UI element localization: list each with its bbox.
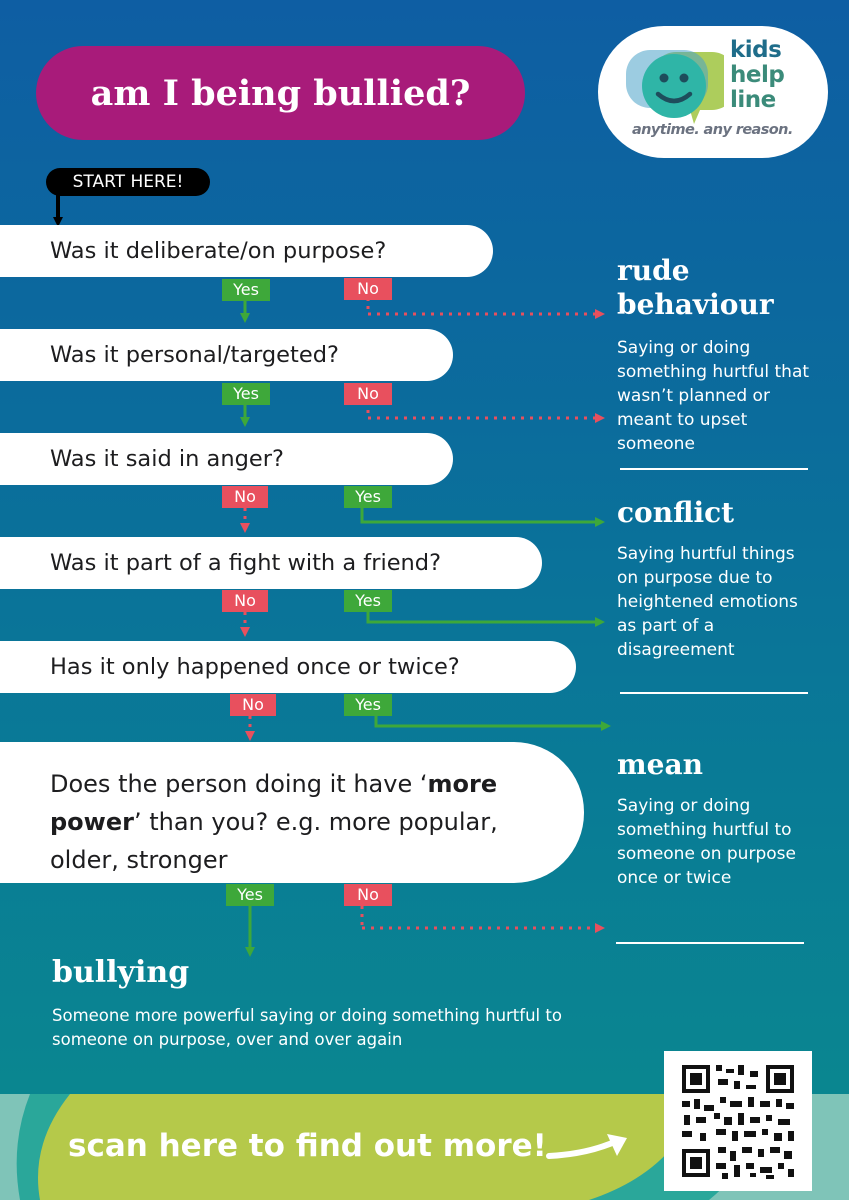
question-fight-with-friend: Was it part of a fight with a friend?	[0, 537, 542, 589]
divider	[620, 468, 808, 470]
yes-label: Yes	[222, 383, 270, 405]
question-once-or-twice: Has it only happened once or twice?	[0, 641, 576, 693]
divider	[616, 942, 804, 944]
question-more-power: Does the person doing it have ‘more power’ than you? e.g. more popular, older, stronger	[0, 742, 584, 883]
outcome-bullying-title: bullying	[52, 955, 190, 990]
page-title: am I being bullied?	[36, 46, 525, 140]
no-label: No	[222, 486, 268, 508]
logo-tagline: anytime. any reason.	[632, 122, 793, 138]
outcome-conflict-title: conflict	[617, 496, 735, 529]
scan-call-to-action: scan here to find out more!	[68, 1128, 547, 1164]
no-label: No	[222, 590, 268, 612]
outcome-bullying-desc: Someone more powerful saying or doing something hurtful to someone on purpose, over and over again	[52, 1006, 562, 1049]
outcome-conflict-desc: Saying hurtful things on purpose due to heightened emotions as part of a disagreement	[617, 544, 798, 660]
no-label: No	[344, 383, 392, 405]
yes-label: Yes	[344, 694, 392, 716]
curved-arrow-icon	[545, 1132, 635, 1172]
outcome-rude-behaviour-title: rude behaviour	[617, 254, 774, 321]
question-personal: Was it personal/targeted?	[0, 329, 453, 381]
logo-wordmark: kids help line	[730, 37, 785, 113]
yes-label: Yes	[222, 279, 270, 301]
start-here-label: START HERE!	[46, 168, 210, 196]
no-label: No	[344, 884, 392, 906]
outcome-mean-title: mean	[617, 748, 703, 781]
yes-label: Yes	[344, 590, 392, 612]
divider	[620, 692, 808, 694]
yes-label: Yes	[226, 884, 274, 906]
yes-label: Yes	[344, 486, 392, 508]
outcome-mean-desc: Saying or doing something hurtful to someone on purpose once or twice	[617, 796, 796, 888]
no-label: No	[344, 278, 392, 300]
outcome-rude-behaviour-desc: Saying or doing something hurtful that wasn’t planned or meant to upset someone	[617, 338, 810, 454]
question-anger: Was it said in anger?	[0, 433, 453, 485]
qr-code-icon	[664, 1051, 812, 1191]
no-label: No	[230, 694, 276, 716]
qr-code[interactable]	[664, 1051, 812, 1191]
question-deliberate: Was it deliberate/on purpose?	[0, 225, 493, 277]
